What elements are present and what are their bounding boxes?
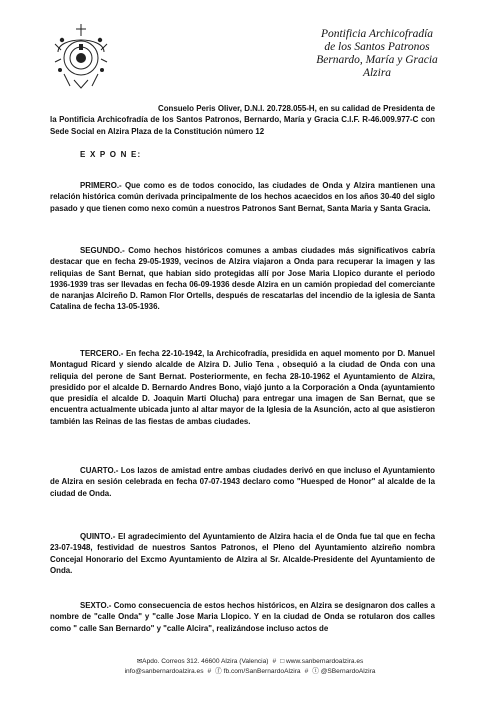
footer-twitter-link[interactable]: @SBernardoAlzira (320, 668, 376, 675)
footer-line-2 (0, 667, 500, 677)
web-icon: □ (280, 658, 285, 665)
facebook-icon: ⓕ (215, 668, 222, 675)
org-line: Pontificia Archicofradía (320, 28, 434, 40)
organization-name (292, 28, 462, 80)
archicofradia-emblem (52, 22, 110, 90)
org-line: de los Santos Patronos (324, 41, 430, 53)
footer-web-link[interactable]: www.sanbernardoalzira.es (286, 658, 364, 665)
paragraph-tercero: TERCERO.- En fecha 22-10-1942, la Archicofradía, presidida en aquel momento por D. Manuel Montagud Ricard y siendo alcalde de Alzira D. Julio Tena , obsequió a la ciudad de Onda con una reliquia del perone de Sant Bernat. Posteriormente, en fecha 28-10-1962 el Ayuntamiento de Alzira, presidido por el alcalde D. Bernardo Andres Bono, viajó junto a la Corporación a Onda (ayuntamiento que presidía el alcalde D. Joaquin Marti Olucha) para entregar una imagen de San Bernat, que se encuentra actualmente ubicada junto al altar mayor de la Iglesia de la Asunción, acto al que asistieron también las Reinas de las fiestas de ambas ciudades. (50, 349, 435, 426)
hash-separator: # (207, 668, 212, 675)
org-line: Bernardo, María y Gracia (316, 54, 438, 66)
footer-line-1 (0, 657, 500, 667)
footer-address: Apdo. Correos 312. 46600 Alzira (Valencia) (142, 658, 269, 665)
hash-separator: # (304, 668, 309, 675)
expone-heading: E X P O N E: (80, 150, 142, 159)
org-line: Alzira (362, 67, 392, 79)
paragraph-segundo: SEGUNDO.- Como hechos históricos comunes a ambas ciudades más significativos cabría destacar que en fecha 29-05-1939, vecinos de Alzira viajaron a Onda para recuperar la imagen y las reliquias de Sant Bernat, que habian sido protegidas allí por Jose Maria Llopico durante el periodo 1936-1939 tras ser llevadas en fecha 06-09-1936 desde Alzira en un camión propiedad del comerciante de naranjas Alcireño D. Ramon Flor Ortells, después de rescatarlas del incendio de la iglesia de Santa Catalina de fecha 13-05-1936. (50, 246, 435, 312)
paragraph-sexto: SEXTO.- Como consecuencia de estos hechos históricos, en Alzira se designaron dos calles a nombre de "calle Onda" y "calle Jose Maria Llopico. Y en la ciudad de Onda se rotularon dos calles como " calle San Bernardo" y "calle Alcira", realizándose incluso actos de (50, 601, 435, 633)
paragraph-cuarto: CUARTO.- Los lazos de amistad entre ambas ciudades derivó en que incluso el Ayuntamiento de Alzira en sesión celebrada en fecha 07-07-1943 declaro como "Huesped de Honor" al alcalde de la ciudad de Onda. (50, 466, 435, 498)
hash-separator: # (272, 658, 277, 665)
paragraph-primero: PRIMERO.- Que como es de todos conocido, las ciudades de Onda y Alzira mantienen una relación histórica común derivada principalmente de los hechos acaecidos en los años 30-40 del siglo pasado y que tienen como nexo común a nuestros Patronos Sant Bernat, Santa Maria y Santa Gracia. (50, 181, 435, 213)
footer-email-link[interactable]: info@sanbernardoalzira.es (124, 668, 204, 675)
mail-icon: ✉ (136, 658, 143, 665)
intro-paragraph: Consuelo Peris Oliver, D.N.I. 20.728.055-H, en su calidad de Presidenta de la Pontificia Archicofradía de los Santos Patronos, Bernardo, María y Gracia C.I.F. R-46.009.977-C con Sede Social en Alzira Plaza de la Constitución número 12 (50, 104, 435, 136)
footer-facebook-link[interactable]: fb.com/SanBernardoAlzira (223, 668, 301, 675)
paragraph-quinto: QUINTO.- El agradecimiento del Ayuntamiento de Alzira hacia el de Onda fue tal que en fecha 23-07-1948, festividad de nuestros Santos Patronos, el Pleno del Ayuntamiento alzireño nombra Concejal Honorario del Excmo Ayuntamiento de Alzira al Sr. Alcalde-Presidente del Ayuntamiento de Onda. (50, 532, 435, 575)
twitter-icon: ⓣ (312, 668, 319, 675)
